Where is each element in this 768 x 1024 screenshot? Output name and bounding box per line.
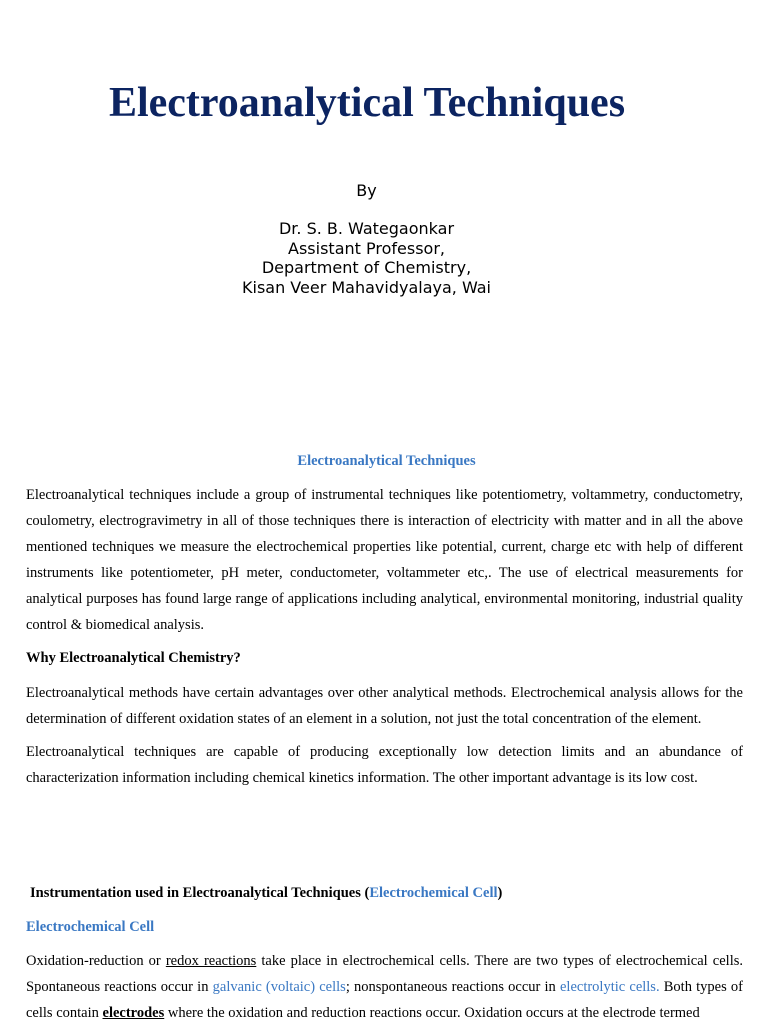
electrodes-link[interactable]: electrodes [102,1005,165,1021]
cell-text-part5: where the oxidation and reduction reactions occur. Oxidation occurs at the electrode termed [164,1005,700,1021]
intro-paragraph [26,482,743,638]
instrumentation-heading-prefix: Instrumentation used in Electroanalytical Techniques ( [30,885,370,901]
why-paragraph-2 [26,739,743,791]
cell-text-part4: Both types of cells contain [26,979,743,1021]
cell-text-part1: Oxidation-reduction or [26,953,166,969]
electrochemical-cell-heading: Electrochemical Cell [26,919,155,935]
cell-text-part2: take place in electrochemical cells. There are two types of electrochemical cells. Spontaneous reactions occur in [26,953,743,995]
author-institution: Kisan Veer Mahavidyalaya, Wai [242,277,491,297]
section-title: Electroanalytical Techniques [297,453,476,469]
cell-paragraph [26,948,743,1024]
why-heading: Why Electroanalytical Chemistry? [26,650,241,666]
cell-text-part3: ; nonspontaneous reactions occur in [345,979,560,995]
cover-title: Electroanalytical Techniques [108,80,626,126]
intro-text: Electroanalytical techniques include a group of instrumental techniques like potentiometry, voltammetry, conductometry, coulometry, electrogravimetry in all of those techniques there is interaction of electricity with matter and in all the above mentioned techniques we measure the electrochemical properties like potential, current, charge etc with help of different instruments like potentiometer, pH meter, conductometer, voltammeter etc,. The use of electrical measurements for analytical purposes has found large range of applications including analytical, environmental monitoring, industrial quality control & biomedical analysis. [26,487,743,633]
instrumentation-heading [30,882,502,904]
author-block [0,219,733,297]
redox-reactions-link[interactable]: redox reactions [165,953,257,969]
why-paragraph-1 [26,680,743,732]
instrumentation-heading-suffix: ) [497,885,503,901]
author-name: Dr. S. B. Wategaonkar [278,219,455,238]
why-text-1: Electroanalytical methods have certain advantages over other analytical methods. Electrochemical analysis allows for the determination of different oxidation states of an element in a solution, not just the total concentration of the element. [26,685,743,727]
byline-by: By [356,181,377,200]
electrochemical-cell-link[interactable]: Electrochemical Cell [369,885,498,901]
galvanic-cells-link[interactable]: galvanic (voltaic) cells [212,979,346,995]
author-department: Department of Chemistry, [261,258,472,277]
cell-text [26,948,743,1024]
electrolytic-cells-link[interactable]: electrolytic cells. [559,979,660,995]
author-position: Assistant Professor, [288,238,445,258]
why-text-2: Electroanalytical techniques are capable of producing exceptionally low detection limits and an abundance of characterization information including chemical kinetics information. The other important advantage is its low cost. [26,744,743,786]
